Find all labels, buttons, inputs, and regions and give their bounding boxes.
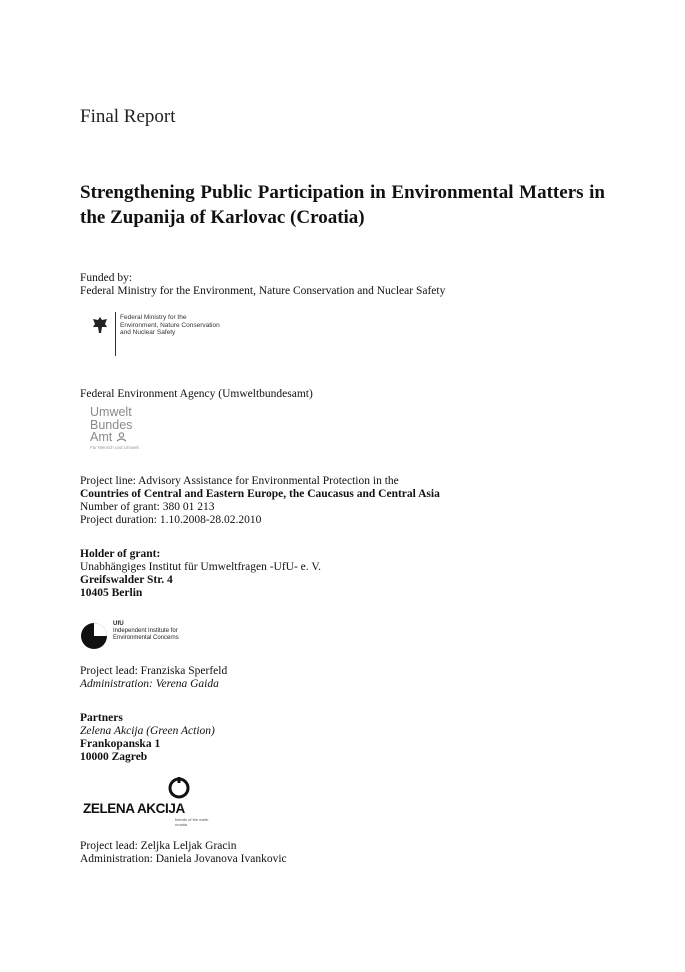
report-title: Strengthening Public Participation in Environmental Matters in the Zupanija of Karlovac (Croatia) bbox=[80, 182, 605, 228]
bmu-logo-text bbox=[120, 314, 220, 337]
funded-by-label: Funded by: bbox=[80, 272, 133, 284]
uba-mark-icon bbox=[116, 432, 127, 442]
project-duration: Project duration: 1.10.2008-28.02.2010 bbox=[80, 514, 262, 526]
partner-contacts bbox=[80, 840, 287, 866]
project-line-1: Project line: Advisory Assistance for Environmental Protection in the bbox=[80, 475, 399, 487]
holder-contacts bbox=[80, 665, 227, 691]
ufu-logo-abbr: UfU bbox=[113, 621, 124, 627]
ufu-circle-icon bbox=[80, 622, 108, 650]
zelena-akcija-logo-sub: friends of the earth croatia bbox=[175, 817, 209, 827]
uba-logo-sub: Für Mensch und Umwelt bbox=[90, 444, 139, 450]
ufu-logo-text bbox=[113, 621, 179, 642]
holder-street: Greifswalder Str. 4 bbox=[80, 574, 173, 586]
bmu-logo-divider bbox=[115, 312, 116, 356]
partner-street: Frankopanska 1 bbox=[80, 738, 161, 750]
ufu-logo-line: Environmental Concerns bbox=[113, 635, 179, 641]
agency-name: Federal Environment Agency (Umweltbundesamt) bbox=[80, 388, 313, 400]
document-type-label: Final Report bbox=[80, 106, 176, 127]
ufu-logo-line: Independent Institute for bbox=[113, 628, 178, 634]
partners-section bbox=[80, 712, 215, 764]
uba-logo-line: Amt bbox=[90, 430, 113, 444]
uba-logo-line-amt bbox=[90, 431, 170, 444]
bmu-logo-line: Federal Ministry for the bbox=[120, 314, 187, 321]
project-section bbox=[80, 475, 440, 527]
zelena-akcija-logo-text: ZELENA AKCIJA bbox=[83, 801, 185, 816]
bmu-logo-line: Environment, Nature Conservation bbox=[120, 321, 220, 329]
partner-project-lead: Project lead: Zeljka Leljak Gracin bbox=[80, 840, 237, 852]
holder-project-lead: Project lead: Franziska Sperfeld bbox=[80, 665, 228, 677]
zelena-akcija-mark-icon bbox=[168, 776, 190, 800]
holder-section bbox=[80, 548, 321, 600]
project-line-2: Countries of Central and Eastern Europe, the Caucasus and Central Asia bbox=[80, 488, 440, 500]
zelena-akcija-logo bbox=[80, 776, 220, 827]
holder-name: Unabhängiges Institut für Umweltfragen -UfU- e. V. bbox=[80, 561, 322, 573]
uba-logo-line: Bundes bbox=[90, 417, 133, 432]
partner-city: 10000 Zagreb bbox=[80, 751, 148, 763]
holder-city: 10405 Berlin bbox=[80, 587, 143, 599]
ministry-name: Federal Ministry for the Environment, Nature Conservation and Nuclear Safety bbox=[80, 285, 446, 297]
uba-logo bbox=[90, 406, 170, 458]
ufu-logo bbox=[80, 620, 250, 656]
grant-number: Number of grant: 380 01 213 bbox=[80, 501, 215, 513]
partners-label: Partners bbox=[80, 712, 123, 724]
funded-by-section bbox=[80, 272, 445, 298]
federal-eagle-icon bbox=[92, 316, 108, 334]
partner-name: Zelena Akcija (Green Action) bbox=[80, 725, 215, 737]
holder-administration: Administration: Verena Gaida bbox=[80, 678, 219, 690]
bmu-logo bbox=[88, 310, 238, 358]
bmu-logo-line: and Nuclear Safety bbox=[120, 329, 176, 336]
holder-label: Holder of grant: bbox=[80, 548, 161, 560]
uba-logo-line: Umwelt bbox=[90, 405, 132, 419]
partner-administration: Administration: Daniela Jovanova Ivankovic bbox=[80, 853, 287, 865]
